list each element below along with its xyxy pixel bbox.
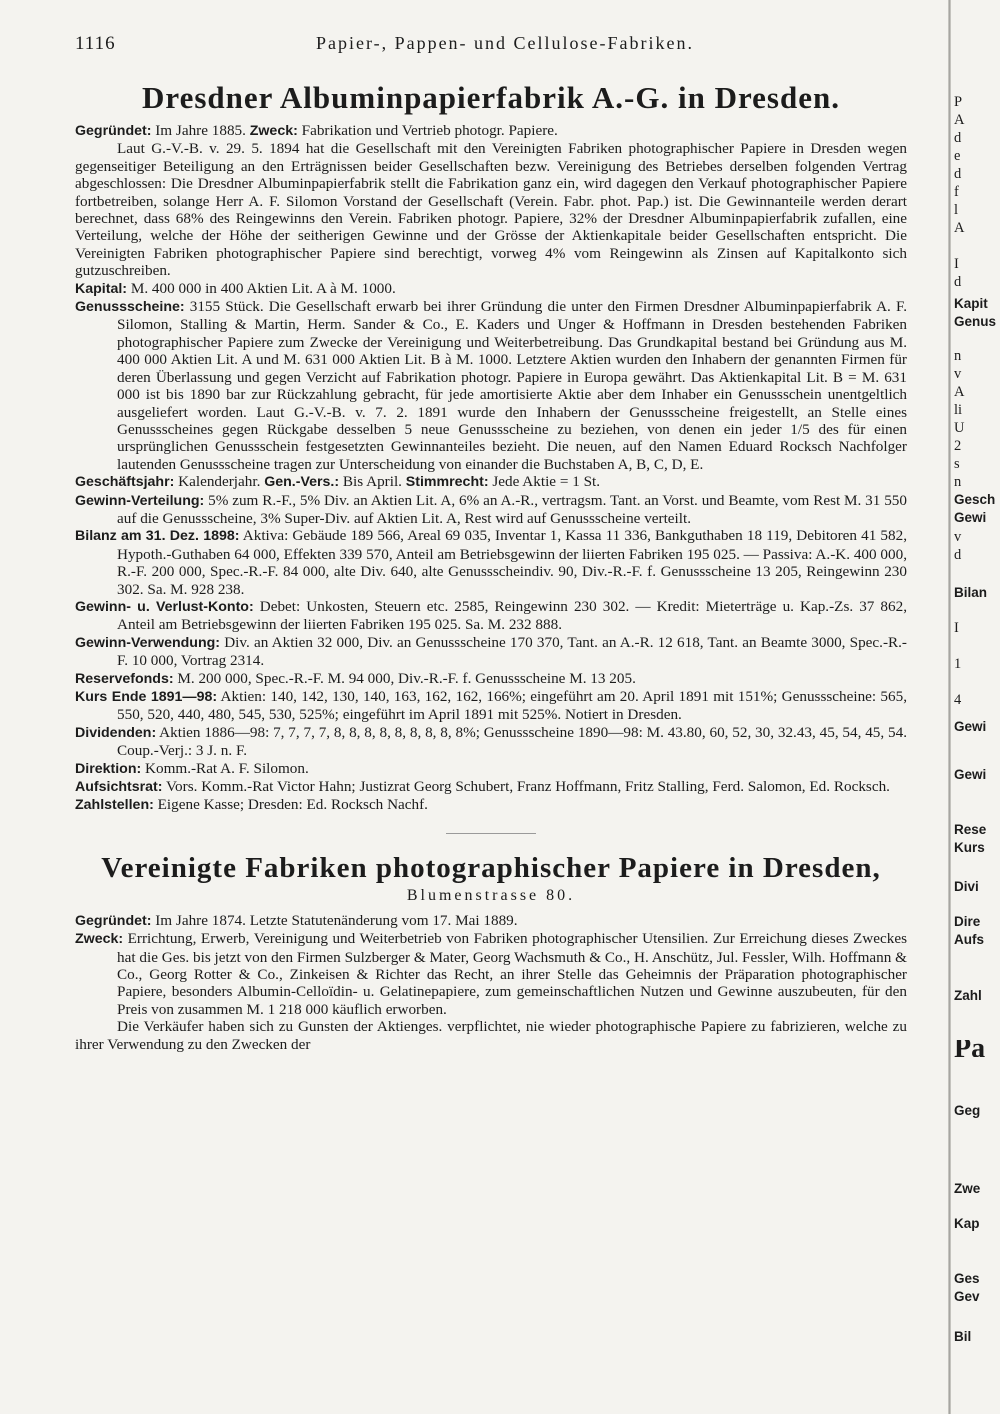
fragment-text: s <box>954 456 960 472</box>
fragment-text: U <box>954 420 965 436</box>
fragment-text: f <box>954 184 959 200</box>
fragment-label: Zwe <box>954 1181 981 1196</box>
fragment-text: A <box>954 112 965 128</box>
fragment-text: P <box>954 94 963 110</box>
entry-label: Gewinn-Verteilung: <box>75 492 205 509</box>
entry-text: 5% zum R.-F., 5% Div. an Aktien Lit. A, 6% an A.-R., vertragsm. Tant. an Vorst. und Beamte, vom Rest M. 31 550 auf die Genussscheine, 3% Super-Div. auf Aktien Lit. A, Rest wird auf Genussscheine verteilt. <box>117 491 907 527</box>
fragment-label: Gewi <box>954 719 987 734</box>
entry-text: Bis April. <box>339 473 406 491</box>
fragment-text: e <box>954 148 961 164</box>
fragment-label: Dire <box>954 914 981 929</box>
section-divider <box>446 833 536 834</box>
section-title: Vereinigte Fabriken photographischer Papiere in Dresden, <box>101 851 881 884</box>
page-number: 1116 <box>75 33 116 54</box>
fragment-text: 2 <box>954 438 962 454</box>
page-gutter <box>948 0 951 1414</box>
entry-zahlstellen <box>75 796 907 814</box>
section-title: Dresdner Albuminpapierfabrik A.-G. in Dresden. <box>142 80 840 115</box>
entry-text: Kalenderjahr. <box>174 473 265 491</box>
entry-label: Gewinn- u. Verlust-Konto: <box>75 598 254 615</box>
entry-gewinn-verwendung <box>75 634 907 670</box>
entry-text: Aktiva: Gebäude 189 566, Areal 69 035, Inventar 1, Kassa 11 336, Bankguthaben 18 119, Debitoren 41 582, Hypoth.-Guthaben 64 000, Effekten 339 570, Anteil am Betriebsgewinn der liierten Fabriken 195 025. — Passiva: A.-K. 400 000, R.-F. 200 000, Spec.-R.-F. 84 000, alte Div. 640, alte Genussscheindiv. 90, Div.-R.-F. f. Genussscheine 13 205, Reingewinn 230 302. Sa. M. 928 238. <box>117 527 908 598</box>
entry-dividenden <box>75 724 907 760</box>
fragment-label: Gewi <box>954 510 987 525</box>
entry-vertrag: Laut G.-V.-B. v. 29. 5. 1894 hat die Gesellschaft mit den Vereinigten Fabriken photographischer Papiere in Dresden wegen gegenseitiger Beteiligung an den Erträgnissen beider Gesellschaften bezw. Vereinigung des Betriebes derselben folgenden Vertrag abgeschlossen: Die Dresdner Albuminpapierfabrik stellt die Fabrikation ganz ein, wird dagegen den Verkauf photographischer Papiere fortbetreiben, solange Herr A. F. Silomon Vorstand der Gesellschaft (Verein. Fabr. phot. Pap.) ist. Die Gewinnanteile werden derart berechnet, dass 68% des Reingewinns den Verein. Fabriken photogr. Papiere, 32% der Dresdner Albuminpapierfabrik zufallen, eine Verteilung, welche der Höhe der seitherigen Gewinne und der Grösse der Aktienkapitale beider Gesellschaften entspricht. Die Vereinigten Fabriken photographischer Papiere sind berechtigt, vorweg 4% vom Reingewinn als Zinsen auf Kapitalkonto sich gutzuschreiben. <box>75 140 907 280</box>
entry-label: Gewinn-Verwendung: <box>75 634 221 651</box>
section-subtitle: Blumenstrasse 80. <box>406 886 576 904</box>
entry-text: M. 200 000, Spec.-R.-F. M. 94 000, Div.-R.-F. f. Genussscheine M. 13 205. <box>173 669 636 687</box>
fragment-label: Kap <box>954 1216 980 1231</box>
fragment-text: n <box>954 348 962 364</box>
fragment-label: Bil <box>954 1329 972 1344</box>
fragment-label: Gewi <box>954 767 987 782</box>
fragment-text: I <box>954 256 959 272</box>
entry-bilanz <box>75 527 907 598</box>
fragment-text: n <box>954 474 962 490</box>
section-vereinigte-fabriken <box>75 850 907 1053</box>
fragment-text: 4 <box>954 692 962 708</box>
entry-label: Zweck: <box>75 931 124 948</box>
fragment-label: Geg <box>954 1103 981 1118</box>
entry-gegruendet-zweck <box>75 122 907 140</box>
fragment-label: Aufs <box>954 932 984 947</box>
entry-label: Dividenden: <box>75 724 157 741</box>
fragment-label: Divi <box>954 879 979 894</box>
entry-label: Geschäftsjahr: <box>75 474 175 491</box>
entry-label: Stimmrecht: <box>405 474 489 491</box>
entry-reservefonds <box>75 670 907 688</box>
entry-text: Fabrikation und Vertrieb photogr. Papiere. <box>297 122 558 139</box>
fragment-text: d <box>954 274 962 290</box>
entry-text: Im Jahre 1885. <box>151 122 250 139</box>
entry-text: Aktien 1886—98: 7, 7, 7, 7, 8, 8, 8, 8, 8, 8, 8, 8, 8%; Genussscheine 1890—98: M. 43.80, 60, 52, 30, 32.43, 45, 54, 45, 54. Coup.-Verj.: 3 J. n. F. <box>117 723 907 760</box>
entry-label: Gegründet: <box>75 123 152 139</box>
entry-geschaeftsjahr <box>75 473 907 491</box>
entry-gewinn-verlust-konto <box>75 598 907 634</box>
entry-direktion <box>75 760 907 778</box>
fragment-label: Kapit <box>954 296 988 311</box>
entry-text: Errichtung, Erwerb, Vereinigung und Weiterbetrieb von Fabriken photographischer Utensilien. Zur Erreichung dieses Zweckes hat die Ges. bis jetzt von den Firmen Sulzberger & Mater, Georg Wachsmuth & Co., H. Anschütz, Jul. Fessler, Wilh. Hoffmann & Co., Georg Rotter & Co., Zinkeisen & Richter das Recht, an ihrer Stelle das Geheimnis der Präparation photographischer Papiere, besonders Albumin-Celloïdin- u. Gelatinepapiere, zum gemeinschaftlichen Nutzen und Gewinne auszubeuten, für den Preis von zusammen M. 1 218 000 käuflich erworben. <box>117 930 907 1018</box>
entry-text: Vors. Komm.-Rat Victor Hahn; Justizrat Georg Schubert, Franz Hoffmann, Fritz Stalling, Ferd. Salomon, Ed. Rocksch. <box>162 778 890 796</box>
entry-text: Aktien: 140, 142, 130, 140, 163, 162, 162, 166%; eingeführt am 20. April 1891 mit 151%; Genussscheine: 565, 550, 520, 440, 480, 545, 530, 525%; eingeführt im April 1891 mit 525%. Notiert in Dresden. <box>117 688 907 724</box>
entry-label: Direktion: <box>75 760 142 777</box>
fragment-label: Genus <box>954 314 997 329</box>
fragment-label: Kurs <box>954 840 985 855</box>
fragment-label: Ges <box>954 1271 980 1286</box>
entry-label: Gegründet: <box>75 912 152 929</box>
entry-label: Kapital: <box>75 280 128 297</box>
entry-text: Eigene Kasse; Dresden: Ed. Rocksch Nachf. <box>153 796 428 814</box>
entry-label: Zweck: <box>249 123 298 139</box>
fragment-text: d <box>954 130 962 146</box>
fragment-text: v <box>954 529 962 545</box>
entry-text: Jede Aktie = 1 St. <box>488 473 601 491</box>
fragment-label: Zahl <box>954 988 982 1003</box>
entry-label: Gen.-Vers.: <box>264 474 340 491</box>
entry-text: Im Jahre 1874. Letzte Statutenänderung vom 17. Mai 1889. <box>151 911 518 929</box>
entry-zweck <box>75 930 907 1018</box>
entry-label: Aufsichtsrat: <box>75 779 163 796</box>
page-header <box>75 33 935 63</box>
entry-gegruendet <box>75 912 907 930</box>
entry-label: Genussscheine: <box>75 299 185 316</box>
entry-label: Bilanz am 31. Dez. 1898: <box>75 528 240 545</box>
entry-gewinn-verteilung <box>75 492 907 528</box>
fragment-label: Gev <box>954 1289 980 1304</box>
entry-text: Div. an Aktien 32 000, Div. an Genussscheine 170 370, Tant. an A.-R. 12 618, Tant. an Beamte 3000, Spec.-R.-F. 10 000, Vortrag 2314. <box>117 633 907 670</box>
entry-aufsichtsrat <box>75 778 907 796</box>
fragment-label: Rese <box>954 822 987 837</box>
entry-kapital <box>75 280 907 298</box>
entry-label: Kurs Ende 1891—98: <box>75 689 218 705</box>
fragment-text: I <box>954 620 959 636</box>
entry-verkaeufer: Die Verkäufer haben sich zu Gunsten der Aktienges. verpflichtet, nie wieder photographische Papiere zu fabrizieren, welche zu ihrer Verwendung zu den Zwecken der <box>75 1018 907 1053</box>
fragment-text: 1 <box>954 656 962 672</box>
entry-label: Zahlstellen: <box>75 797 154 814</box>
fragment-text: d <box>954 547 962 563</box>
entry-kurs <box>75 688 907 724</box>
fragment-text: v <box>954 366 962 382</box>
entry-text: Debet: Unkosten, Steuern etc. 2585, Reingewinn 230 302. — Kredit: Mieterträge u. Kap.-Zs. 37 862, Anteil am Betriebsgewinn der liierten Fabriken 195 025. Sa. M. 232 888. <box>117 597 907 634</box>
entry-text: 3155 Stück. Die Gesellschaft erwarb bei ihrer Gründung die unter den Firmen Dresdner Albuminpapierfabrik A. F. Silomon, Stalling & Martin, Herm. Sander & Co., E. Kaders und Unger & Hoffmann in Dresden bestehenden Fabriken photographischer Papiere zum Zwecke der Vereinigung und Weiterbetreibung. Das Grundkapital bestand bei Gründung aus M. 400 000 Aktien Lit. A und M. 631 000 Aktien Lit. B à M. 1000. Letztere Aktien wurden den Inhabern der genannten Firmen für deren Überlassung und gegen Verzicht auf Fabrikation photogr. Papiere in Europa gewährt. Das Aktienkapital Lit. B = M. 631 000 ist bis 1890 bar zur Rückzahlung gebracht, für jede amortisierte Aktie aber dem Inhaber ein Genussschein unentgeltlich ausgeliefert worden. Laut G.-V.-B. v. 7. 2. 1891 wurde den Inhabern der Genussscheine freigestellt, an Stelle eines Genussscheines gegen Rückgabe desselben 5 neue Genussscheine zu beziehen, von denen ein jeder 1/5 des für einen ursprünglichen Genussschein festgesetzten Gewinnanteiles bezieht. Die neuen, auf den Namen Eduard Rocksch Nachfolger lautenden Genussscheine tragen zur Unterscheidung von einander die Buchstaben A, B, C, D, E. <box>117 298 907 473</box>
entry-text: M. 400 000 in 400 Aktien Lit. A à M. 1000. <box>127 279 396 297</box>
entry-text: Komm.-Rat A. F. Silomon. <box>141 759 309 777</box>
fragment-text: A <box>954 384 965 400</box>
entry-label: Reservefonds: <box>75 670 174 687</box>
entry-genussscheine <box>75 298 907 473</box>
fragment-text: l <box>954 202 959 218</box>
section-dresdner-albuminpapierfabrik <box>75 80 907 1053</box>
fragment-text: A <box>954 220 965 236</box>
fragment-label: Bilan <box>954 585 988 600</box>
fragment-text: li <box>954 402 963 418</box>
running-head: Papier-, Pappen- und Cellulose-Fabriken. <box>315 33 695 53</box>
fragment-label: Gesch <box>954 492 996 507</box>
fragment-text: d <box>954 166 962 182</box>
fragment-heading: Pa <box>954 1040 986 1057</box>
